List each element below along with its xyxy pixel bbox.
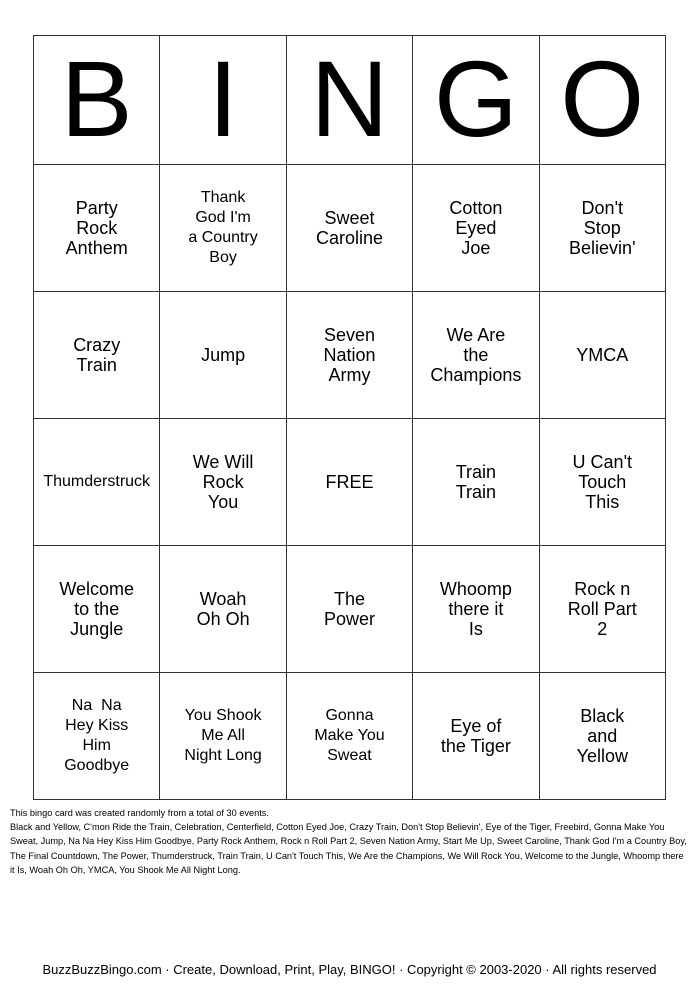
square-text-line: Boy: [209, 249, 237, 266]
square-text-line: YMCA: [576, 345, 629, 365]
square-text-line: Welcome: [59, 579, 135, 599]
square-text-line: Champions: [430, 365, 522, 385]
square-text-line: Party: [75, 198, 118, 218]
square-text-line: to the: [74, 599, 120, 619]
square-text-line: U Can't: [572, 452, 633, 472]
bingo-square: [34, 419, 160, 546]
header-letter: I: [160, 36, 286, 165]
square-text-line: Rock n: [574, 579, 631, 599]
square-text-line: there it: [448, 599, 504, 619]
bingo-square: [160, 292, 286, 419]
square-text-line: Sweat: [327, 747, 372, 764]
square-text-line: Gonna: [325, 707, 374, 724]
card-row: [34, 292, 666, 419]
square-text-line: You Shook: [184, 707, 262, 724]
square-text-line: Believin': [569, 238, 636, 258]
square-text-line: Train: [76, 355, 117, 375]
bingo-square: [286, 292, 412, 419]
square-text-line: Rock: [202, 472, 244, 492]
square-text-line: God I'm: [195, 209, 251, 226]
bingo-square: [286, 673, 412, 800]
header-letter: B: [34, 36, 160, 165]
square-text-line: 2: [597, 619, 608, 639]
header-letter: G: [413, 36, 539, 165]
bingo-square: [413, 546, 539, 673]
square-text-line: Woah: [199, 589, 247, 609]
bingo-square: [539, 292, 665, 419]
square-text-line: Crazy: [73, 335, 121, 355]
card-info-intro: This bingo card was created randomly from a total of 30 events.: [10, 808, 269, 818]
square-text-line: Jump: [201, 345, 246, 365]
square-text-line: Seven: [323, 325, 375, 345]
card-info: [10, 806, 690, 877]
square-text-line: Army: [328, 365, 371, 385]
bingo-square: [286, 546, 412, 673]
bingo-square: [160, 419, 286, 546]
square-text-line: Night Long: [184, 747, 262, 764]
bingo-square: [160, 546, 286, 673]
bingo-square: [286, 419, 412, 546]
square-text-line: Stop: [583, 218, 621, 238]
square-text-line: Cotton: [449, 198, 503, 218]
square-text-line: You: [207, 492, 239, 512]
square-text-line: Caroline: [315, 228, 383, 248]
square-text-line: Hey Kiss: [65, 717, 129, 734]
square-text-line: Train: [455, 462, 497, 482]
square-text-line: Him: [82, 737, 111, 754]
square-text-line: This: [585, 492, 620, 512]
bingo-square: [34, 165, 160, 292]
square-text-line: Black: [580, 706, 625, 726]
square-text-line: Sweet: [324, 208, 375, 228]
square-text-line: Oh Oh: [196, 609, 250, 629]
bingo-square: [286, 165, 412, 292]
card-row: [34, 165, 666, 292]
square-text-line: We Are: [446, 325, 506, 345]
square-text-line: Goodbye: [64, 757, 130, 774]
square-text-line: Na Na: [71, 697, 122, 714]
header-letter: O: [539, 36, 665, 165]
square-text-line: Joe: [461, 238, 491, 258]
bingo-square: [539, 673, 665, 800]
square-text-line: We Will: [192, 452, 254, 472]
site-footer: BuzzBuzzBingo.com · Create, Download, Print, Play, BINGO! · Copyright © 2003-2020 · All rights reserved: [42, 962, 657, 977]
square-text-line: Eye of: [450, 716, 502, 736]
card-row: [34, 673, 666, 800]
square-text-line: Don't: [581, 198, 624, 218]
square-text-line: Touch: [578, 472, 627, 492]
square-text-line: Eyed: [455, 218, 497, 238]
square-text-line: Make You: [314, 727, 385, 744]
square-text-line: the Tiger: [440, 736, 511, 756]
square-text-line: Power: [323, 609, 375, 629]
bingo-square: [413, 419, 539, 546]
square-text-line: The: [333, 589, 365, 609]
square-text-line: and: [587, 726, 618, 746]
square-text-line: Jungle: [70, 619, 124, 639]
bingo-square: [160, 673, 286, 800]
square-text-line: Thumderstruck: [43, 473, 151, 490]
card-info-events: Black and Yellow, C'mon Ride the Train, Celebration, Centerfield, Cotton Eyed Joe, Crazy Train, Don't Stop Believin', Eye of the Tiger, Freebird, Gonna Make You Sweat, Jump, Na Na Hey Kiss Him Goodbye, Party Rock Anthem, Rock n Roll Part 2, Seven Nation Army, Start Me Up, Sweet Caroline, Thank God I'm a Country Boy, The Final Countdown, The Power, Thumderstruck, Train Train, U Can't Touch This, We Are the Champions, We Will Rock You, Welcome to the Jungle, Whoomp there it Is, Woah Oh Oh, YMCA, You Shook Me All Night Long.: [10, 822, 687, 875]
bingo-square: [539, 546, 665, 673]
bingo-square: [34, 546, 160, 673]
bingo-square: [34, 673, 160, 800]
card-row: [34, 419, 666, 546]
header-letter: N: [286, 36, 412, 165]
bingo-square: [539, 165, 665, 292]
bingo-square: [413, 673, 539, 800]
square-text-line: Rock: [76, 218, 118, 238]
square-text-line: FREE: [325, 472, 374, 492]
square-text-line: Roll Part: [567, 599, 637, 619]
square-text-line: Nation: [323, 345, 376, 365]
bingo-square: [34, 292, 160, 419]
square-text-line: Me All: [201, 727, 245, 744]
bingo-square: [413, 292, 539, 419]
square-text-line: Is: [468, 619, 483, 639]
square-text-line: Thank: [200, 189, 246, 206]
bingo-square: [539, 419, 665, 546]
square-text-line: Train: [455, 482, 497, 502]
bingo-square: [160, 165, 286, 292]
square-text-line: a Country: [188, 229, 258, 246]
header-row: [34, 36, 666, 165]
bingo-card: [33, 35, 666, 800]
square-text-line: Anthem: [65, 238, 128, 258]
card-row: [34, 546, 666, 673]
square-text-line: the: [463, 345, 489, 365]
square-text-line: Whoomp: [439, 579, 512, 599]
bingo-square: [413, 165, 539, 292]
square-text-line: Yellow: [576, 746, 628, 766]
